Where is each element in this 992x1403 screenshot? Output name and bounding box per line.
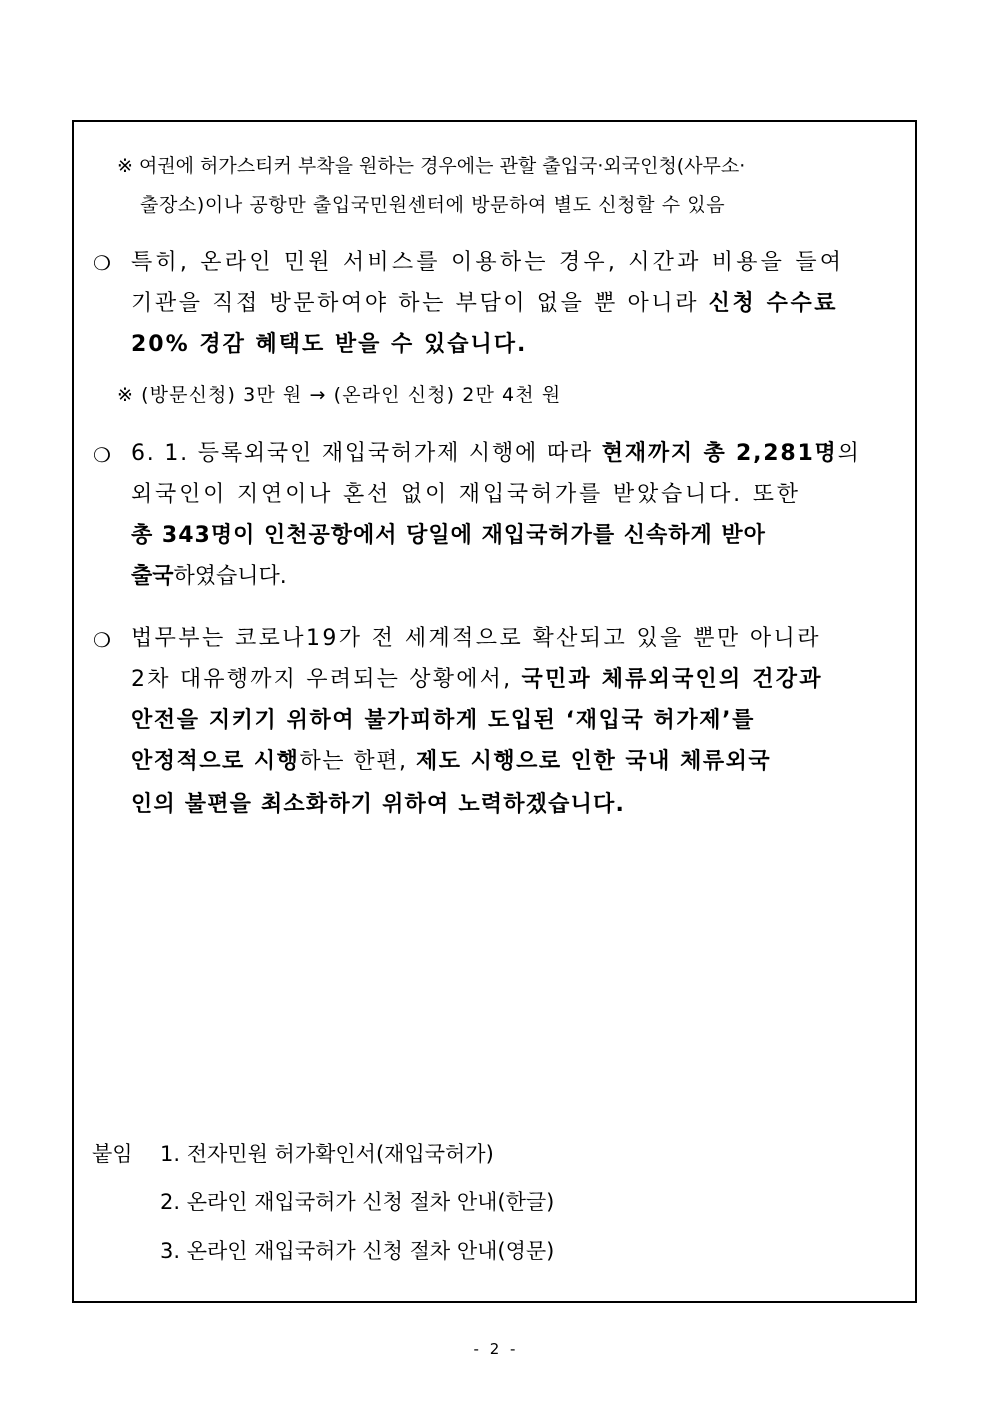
paragraph1-line1: 특히, 온라인 민원 서비스를 이용하는 경우, 시간과 비용을 들여 — [131, 250, 845, 275]
paragraph2-line3: 총 343명이 인천공항에서 당일에 재입국허가를 신속하게 받아 — [131, 523, 766, 548]
bullet-icon: ❍ — [93, 628, 111, 652]
paragraph3-line4: 안정적으로 시행하는 한편, 제도 시행으로 인한 국내 체류외국 — [131, 749, 772, 774]
page-number: - 2 - — [473, 1340, 519, 1358]
attachment-item: 3. 온라인 재입국허가 신청 절차 안내(영문) — [160, 1239, 555, 1263]
attachment-item: 2. 온라인 재입국허가 신청 절차 안내(한글) — [160, 1190, 555, 1214]
attachment-item: 1. 전자민원 허가확인서(재입국허가) — [160, 1142, 494, 1166]
note-passport-sticker-line1: ※ 여권에 허가스티커 부착을 원하는 경우에는 관할 출입국·외국인청(사무소· — [117, 155, 746, 177]
note-passport-sticker-line2: 출장소)이나 공항만 출입국민원센터에 방문하여 별도 신청할 수 있음 — [140, 194, 726, 216]
paragraph1-line3: 20% 경감 혜택도 받을 수 있습니다. — [131, 332, 528, 357]
note-fee-comparison: ※ (방문신청) 3만 원 → (온라인 신청) 2만 4천 원 — [117, 384, 562, 406]
bullet-icon: ❍ — [93, 251, 111, 275]
paragraph2-line1: 6. 1. 등록외국인 재입국허가제 시행에 따라 현재까지 총 2,281명의 — [131, 441, 861, 466]
paragraph3-line5: 인의 불편을 최소화하기 위하여 노력하겠습니다. — [131, 792, 626, 817]
paragraph3-line2: 2차 대유행까지 우려되는 상황에서, 국민과 체류외국인의 건강과 — [131, 667, 823, 692]
paragraph2-line4: 출국하였습니다. — [131, 564, 287, 589]
bullet-icon: ❍ — [93, 443, 111, 467]
paragraph2-line2: 외국인이 지연이나 혼선 없이 재입국허가를 받았습니다. 또한 — [131, 482, 801, 507]
paragraph3-line1: 법무부는 코로나19가 전 세계적으로 확산되고 있을 뿐만 아니라 — [131, 626, 821, 651]
paragraph3-line3: 안전을 지키기 위하여 불가피하게 도입된 ‘재입국 허가제’를 — [131, 708, 755, 733]
attachments-label: 붙임 — [92, 1142, 133, 1166]
paragraph1-line2: 기관을 직접 방문하여야 하는 부담이 없을 뿐 아니라 신청 수수료 — [131, 291, 839, 316]
